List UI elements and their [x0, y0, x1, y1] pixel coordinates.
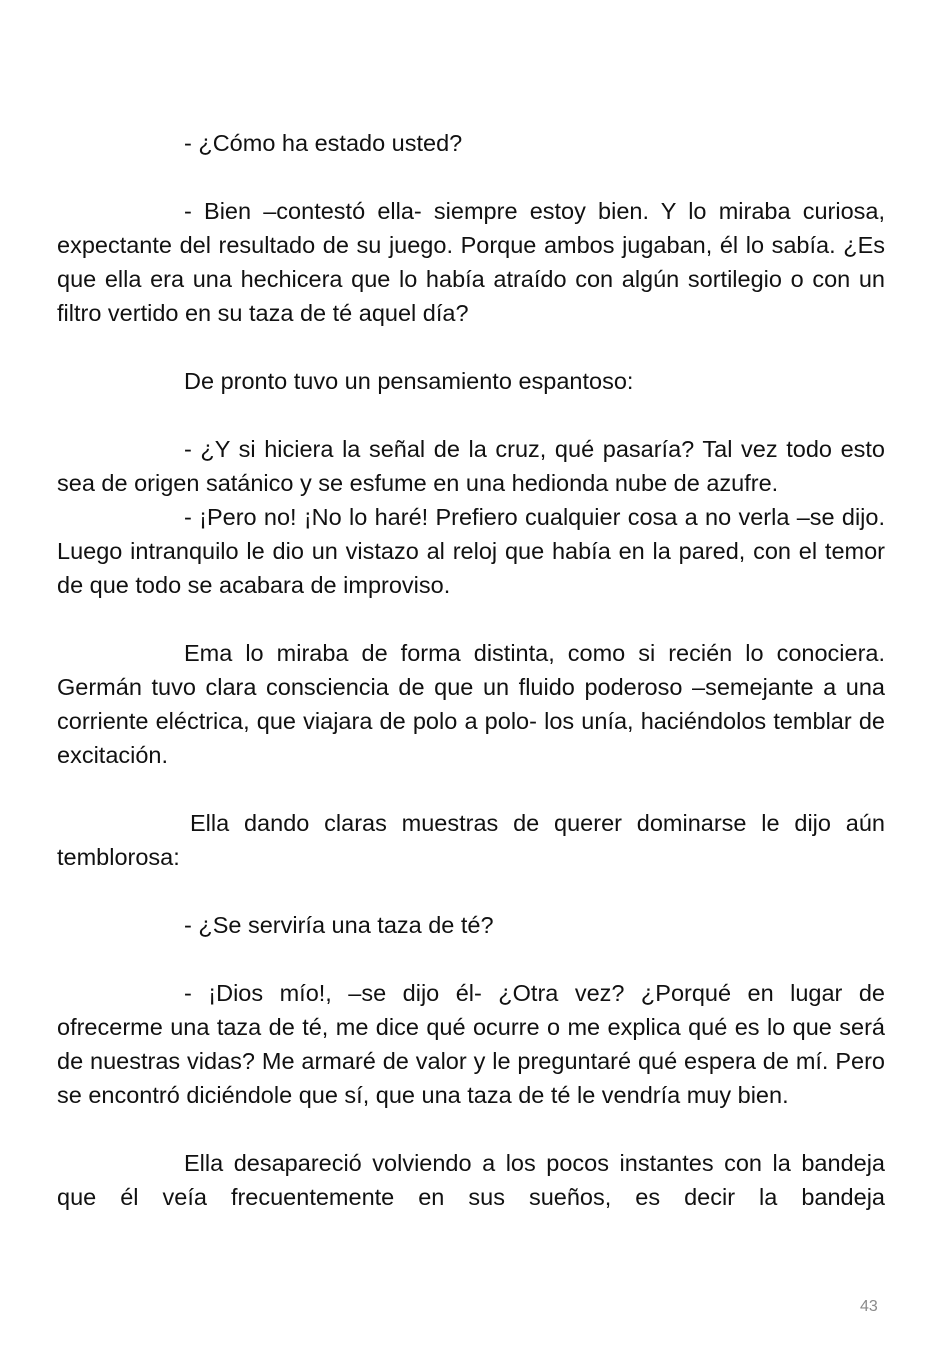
page-number: 43 [860, 1298, 878, 1315]
paragraph-9: - ¡Dios mío!, –se dijo él- ¿Otra vez? ¿Porqué en lugar de ofrecerme una taza de té, me dice qué ocurre o me explica qué es lo que será de nuestras vidas? Me armaré de valor y le preguntaré qué espera de mí. Pero se encontró diciéndole que sí, que una taza de té le vendría muy bien. [57, 980, 885, 1108]
paragraph-1: - ¿Cómo ha estado usted? [184, 130, 463, 156]
paragraph-4: - ¿Y si hiciera la señal de la cruz, qué pasaría? Tal vez todo esto sea de origen satánico y se esfume en una hedionda nube de azufre. [57, 436, 885, 496]
paragraph-7: Ella dando claras muestras de querer dominarse le dijo aún temblorosa: [57, 810, 885, 870]
paragraph-5: - ¡Pero no! ¡No lo haré! Prefiero cualquier cosa a no verla –se dijo. Luego intranquilo le dio un vistazo al reloj que había en la pared, con el temor de que todo se acabara de improviso. [57, 504, 885, 598]
paragraph-8: - ¿Se serviría una taza de té? [184, 912, 494, 938]
paragraph-3: De pronto tuvo un pensamiento espantoso: [184, 368, 634, 394]
paragraph-2: - Bien –contestó ella- siempre estoy bien. Y lo miraba curiosa, expectante del resultado de su juego. Porque ambos jugaban, él lo sabía. ¿Es que ella era una hechicera que lo había atraído con algún sortilegio o con un filtro vertido en su taza de té aquel día? [57, 198, 885, 326]
paragraph-10: Ella desapareció volviendo a los pocos instantes con la bandeja que él veía frecuentemente en sus sueños, es decir la bandeja [57, 1150, 885, 1210]
paragraph-6: Ema lo miraba de forma distinta, como si recién lo conociera. Germán tuvo clara consciencia de que un fluido poderoso –semejante a una corriente eléctrica, que viajara de polo a polo- los unía, haciéndolos temblar de excitación. [57, 640, 885, 768]
page-body [57, 126, 885, 1214]
